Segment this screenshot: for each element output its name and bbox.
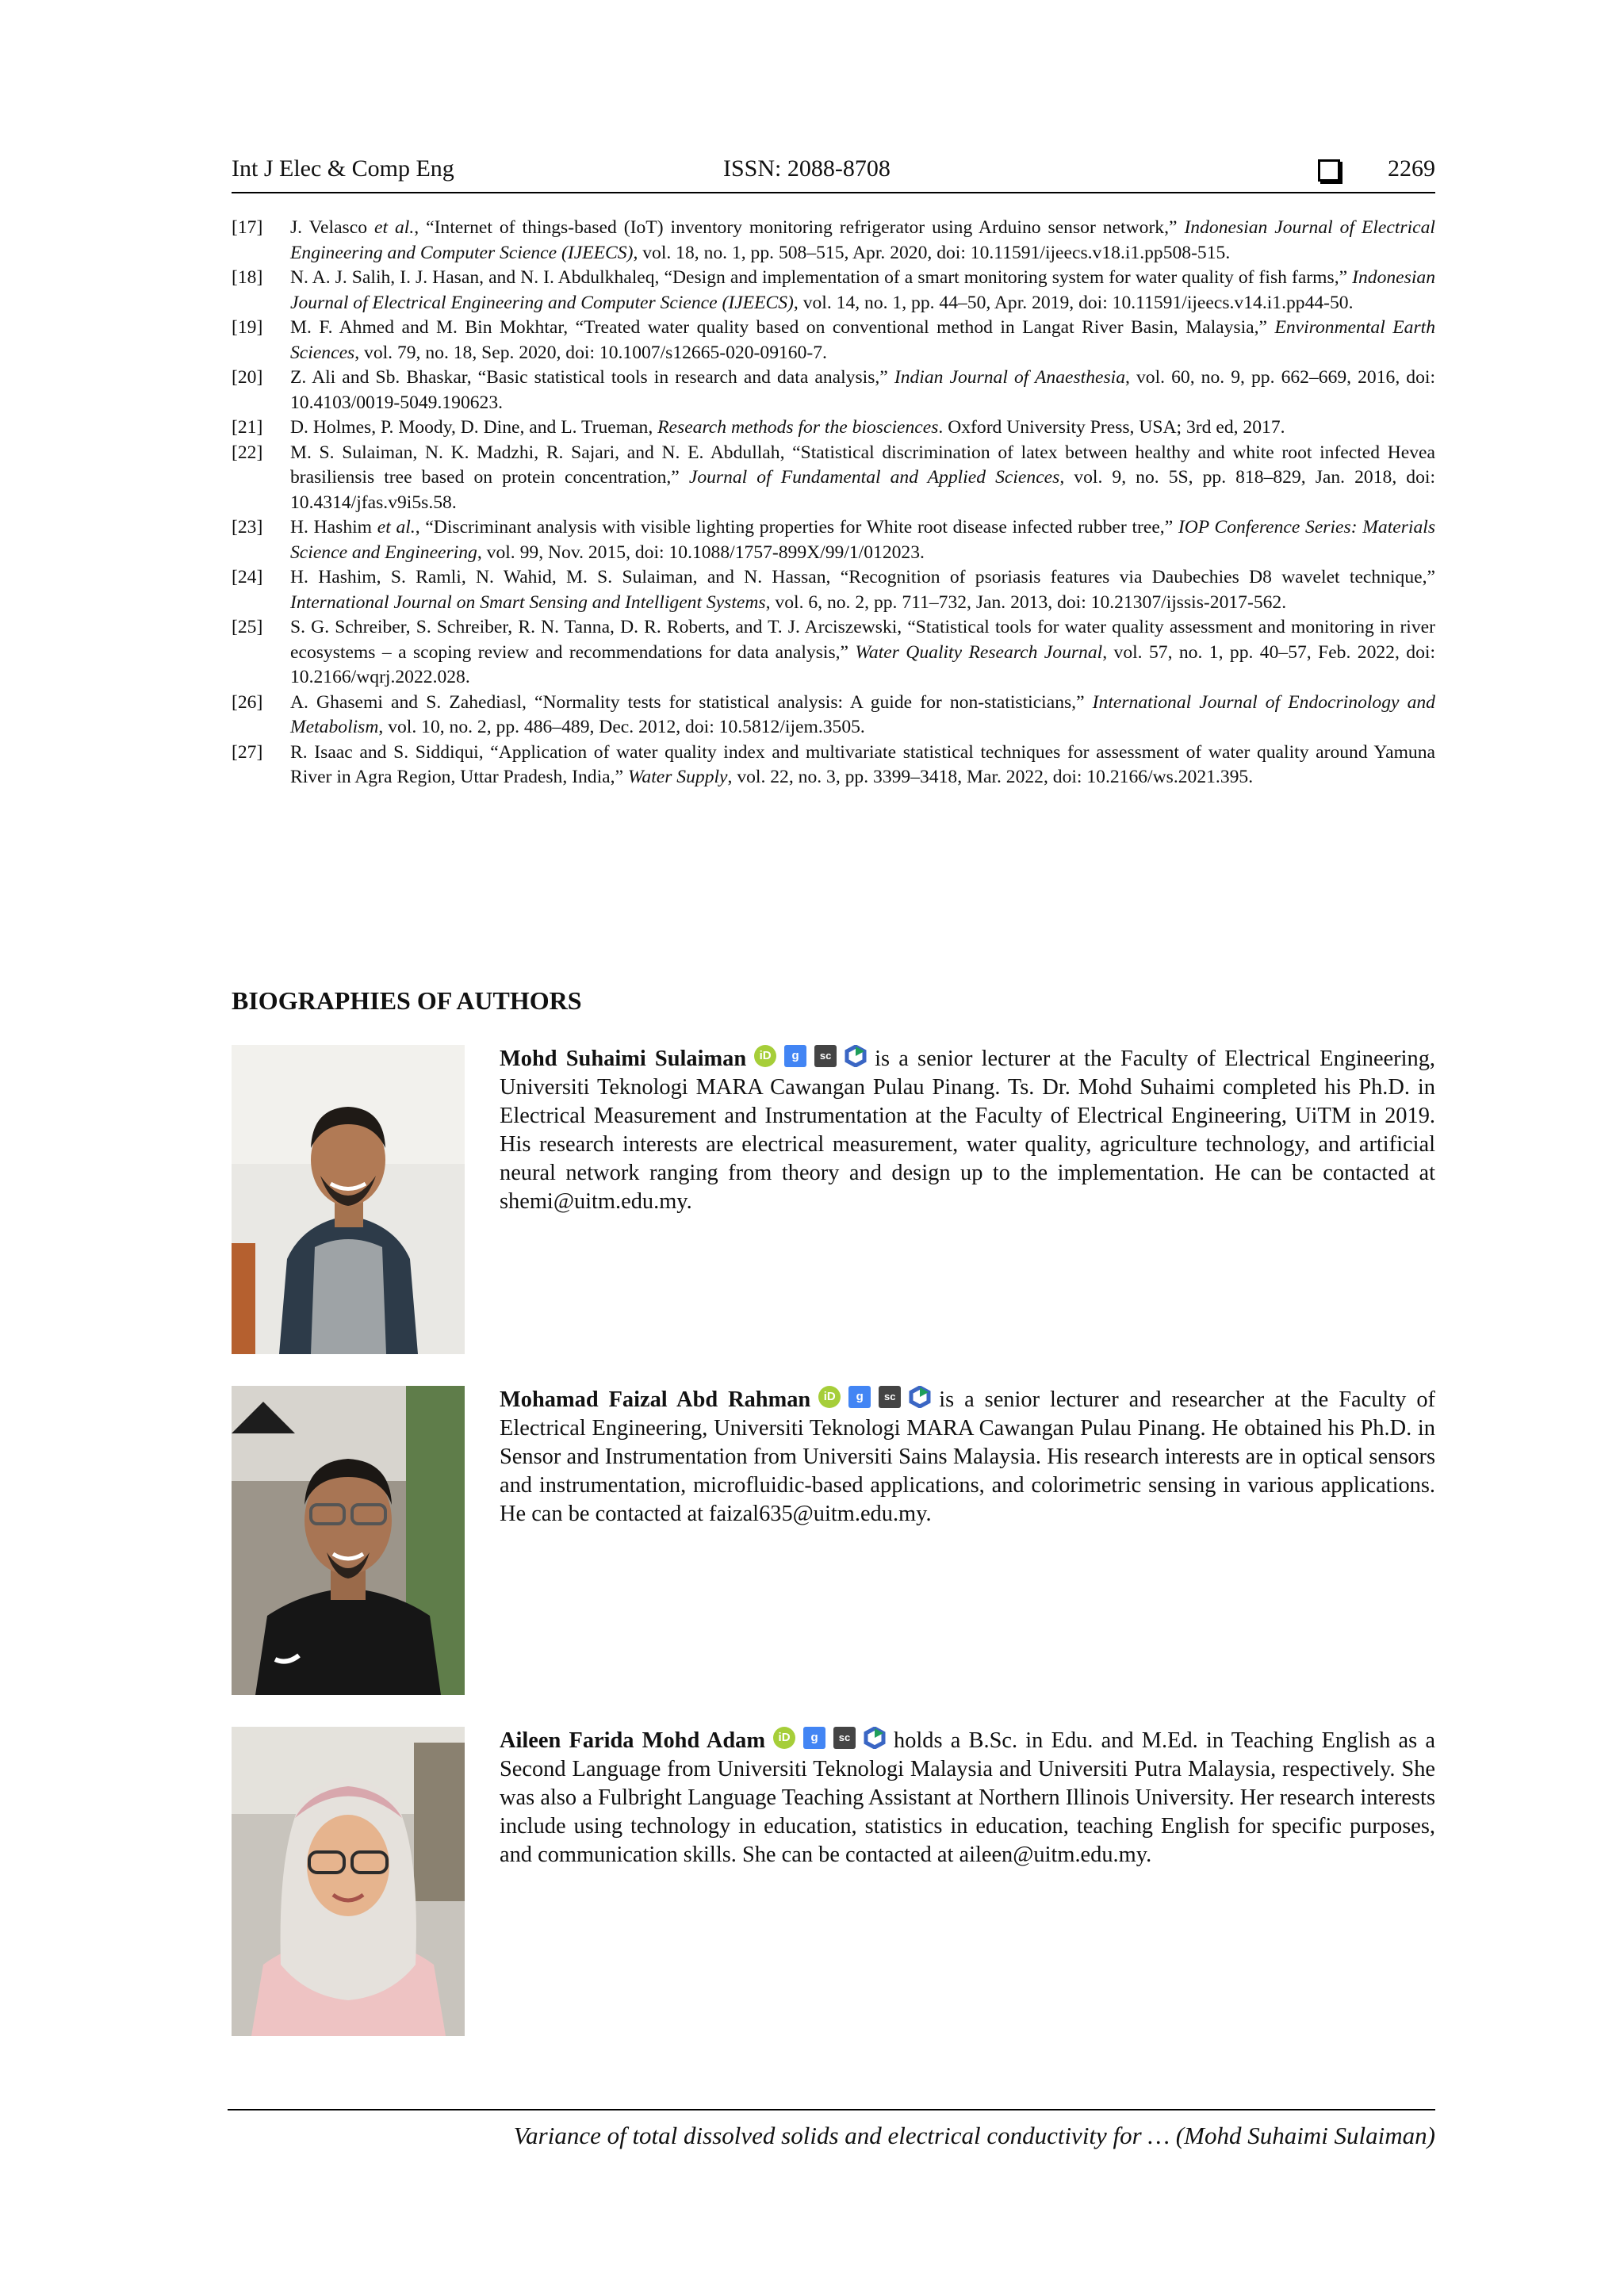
reference-text: D. Holmes, P. Moody, D. Dine, and L. Trueman, Research methods for the biosciences. Oxford University Press, USA; 3rd ed, 2017.: [290, 417, 1285, 438]
biographies-heading: BIOGRAPHIES OF AUTHORS: [232, 986, 582, 1015]
reference-item: [232, 316, 1435, 365]
reference-text: S. G. Schreiber, S. Schreiber, R. N. Tanna, D. R. Roberts, and T. J. Arciszewski, “Statistical tools for water quality assessment and monitoring in river ecosystems – a scoping review and recommendations for data analysis,” Water Quality Research Journal, vol. 57, no. 1, pp. 40–57, Feb. 2022, doi: 10.2166/wqrj.2022.028.: [290, 617, 1435, 687]
issn: ISSN: 2088-8708: [723, 155, 891, 182]
reference-item: [232, 565, 1435, 615]
author-photo: [232, 1727, 465, 2036]
scopus-icon[interactable]: sc: [814, 1045, 837, 1067]
google-scholar-icon[interactable]: g: [784, 1045, 806, 1067]
reference-text: R. Isaac and S. Siddiqui, “Application of water quality index and multivariate statistical techniques for assessment of water quality around Yamuna River in Agra Region, Uttar Pradesh, India,” Water Supply, vol. 22, no. 3, pp. 3399–3418, Mar. 2022, doi: 10.2166/ws.2021.395.: [290, 741, 1435, 787]
author-description: holds a B.Sc. in Edu. and M.Ed. in Teaching English as a Second Language from Universiti Teknologi Malaysia and Universiti Putra Malaysia, respectively. She was also a Fulbright Language Teaching Assistant at Northern Illinois University. Her research interests include using technology in education, statistics in education, teaching English for specific purposes, and communication skills. She can be contacted at aileen@uitm.edu.my.: [500, 1728, 1435, 1867]
reference-text: M. S. Sulaiman, N. K. Madzhi, R. Sajari, and N. E. Abdullah, “Statistical discrimination of latex between healthy and white root infected Hevea brasiliensis tree based on protein concentration,” Journal of Fundamental and Applied Sciences, vol. 9, no. 5S, pp. 818–829, Jan. 2018, doi: 10.4314/jfas.v9i5s.58.: [290, 442, 1435, 513]
publons-icon[interactable]: [909, 1386, 931, 1408]
reference-number: [22]: [232, 442, 263, 463]
page-number: 2269: [1388, 155, 1435, 182]
publons-icon[interactable]: [864, 1727, 886, 1749]
reference-text: Z. Ali and Sb. Bhaskar, “Basic statistical tools in research and data analysis,” Indian Journal of Anaesthesia, vol. 60, no. 9, pp. 662–669, 2016, doi: 10.4103/0019-5049.190623.: [290, 367, 1435, 413]
reference-number: [20]: [232, 367, 263, 388]
orcid-icon[interactable]: iD: [818, 1386, 841, 1408]
publons-icon[interactable]: [845, 1045, 867, 1067]
author-bio-text: [500, 1386, 1435, 1529]
reference-number: [18]: [232, 267, 263, 288]
square-bullet-icon: [1318, 159, 1340, 182]
reference-item: [232, 615, 1435, 691]
author-bio-text: [500, 1045, 1435, 1216]
reference-item: [232, 266, 1435, 316]
reference-number: [24]: [232, 567, 263, 587]
reference-item: [232, 691, 1435, 740]
orcid-icon[interactable]: iD: [754, 1045, 776, 1067]
reference-number: [26]: [232, 691, 263, 713]
reference-number: [19]: [232, 317, 263, 338]
author-name: Mohd Suhaimi Sulaiman: [500, 1047, 747, 1071]
page-header: [232, 155, 1435, 193]
orcid-icon[interactable]: iD: [773, 1727, 795, 1749]
profile-icons: [773, 1727, 886, 1749]
reference-text: H. Hashim et al., “Discriminant analysis with visible lighting properties for White root disease infected rubber tree,” IOP Conference Series: Materials Science and Engineering, vol. 99, Nov. 2015, doi: 10.1088/1757-899X/99/1/012023.: [290, 517, 1436, 563]
reference-item: [232, 365, 1435, 415]
scopus-icon[interactable]: sc: [833, 1727, 856, 1749]
reference-item: [232, 415, 1435, 441]
reference-list: [232, 216, 1435, 790]
scopus-icon[interactable]: sc: [879, 1386, 901, 1408]
author-bio-text: [500, 1727, 1435, 1869]
reference-number: [27]: [232, 741, 263, 763]
author-name: Aileen Farida Mohd Adam: [500, 1728, 766, 1753]
reference-item: [232, 515, 1435, 565]
reference-text: N. A. J. Salih, I. J. Hasan, and N. I. Abdulkhaleq, “Design and implementation of a smart monitoring system for water quality of fish farms,” Indonesian Journal of Electrical Engineering and Computer Science (IJEECS), vol. 14, no. 1, pp. 44–50, Apr. 2019, doi: 10.11591/ijeecs.v14.i1.pp44-50.: [290, 267, 1435, 313]
author-name: Mohamad Faizal Abd Rahman: [500, 1387, 811, 1412]
reference-text: H. Hashim, S. Ramli, N. Wahid, M. S. Sulaiman, and N. Hassan, “Recognition of psoriasis features via Daubechies D8 wavelet technique,” International Journal on Smart Sensing and Intelligent Systems, vol. 6, no. 2, pp. 711–732, Jan. 2013, doi: 10.21307/ijssis-2017-562.: [290, 567, 1435, 613]
reference-number: [23]: [232, 517, 263, 538]
reference-item: [232, 740, 1435, 790]
journal-name: Int J Elec & Comp Eng: [232, 155, 454, 182]
reference-text: J. Velasco et al., “Internet of things-based (IoT) inventory monitoring refrigerator using Arduino sensor network,” Indonesian Journal of Electrical Engineering and Computer Science (IJEECS), vol. 18, no. 1, pp. 508–515, Apr. 2020, doi: 10.11591/ijeecs.v18.i1.pp508-515.: [290, 217, 1435, 263]
author-description: is a senior lecturer and researcher at the Faculty of Electrical Engineering, Universiti Teknologi MARA Cawangan Pulau Pinang. He obtained his Ph.D. in Sensor and Instrumentation from Universiti Sains Malaysia. His research interests are in optical sensors and instrumentation, microfluidic-based applications, and colorimetric sensing in various applications. He can be contacted at faizal635@uitm.edu.my.: [500, 1387, 1435, 1526]
reference-number: [25]: [232, 617, 263, 637]
author-photo: [232, 1045, 465, 1354]
reference-number: [21]: [232, 417, 263, 438]
google-scholar-icon[interactable]: g: [848, 1386, 871, 1408]
profile-icons: [754, 1045, 867, 1067]
page-footer: [228, 2109, 1435, 2150]
profile-icons: [818, 1386, 931, 1408]
reference-item: [232, 441, 1435, 516]
google-scholar-icon[interactable]: g: [803, 1727, 825, 1749]
reference-text: A. Ghasemi and S. Zahediasl, “Normality tests for statistical analysis: A guide for non-statisticians,” International Journal of Endocrinology and Metabolism, vol. 10, no. 2, pp. 486–489, Dec. 2012, doi: 10.5812/ijem.3505.: [290, 691, 1435, 737]
author-photo: [232, 1386, 465, 1695]
running-title: Variance of total dissolved solids and electrical conductivity for … (Mohd Suhaimi Sulaiman): [513, 2122, 1435, 2149]
author-description: is a senior lecturer at the Faculty of Electrical Engineering, Universiti Teknologi MARA Cawangan Pulau Pinang. Ts. Dr. Mohd Suhaimi completed his Ph.D. in Electrical Measurement and Instrumentation at the Faculty of Electrical Engineering, UiTM in 2019. His research interests are electrical measurement, water quality, agriculture technology, and artificial neural network ranging from theory and design up to the implementation. He can be contacted at shemi@uitm.edu.my.: [500, 1047, 1435, 1214]
reference-text: M. F. Ahmed and M. Bin Mokhtar, “Treated water quality based on conventional method in Langat River Basin, Malaysia,” Environmental Earth Sciences, vol. 79, no. 18, Sep. 2020, doi: 10.1007/s12665-020-09160-7.: [290, 317, 1435, 363]
reference-number: [17]: [232, 217, 263, 238]
reference-item: [232, 216, 1435, 266]
